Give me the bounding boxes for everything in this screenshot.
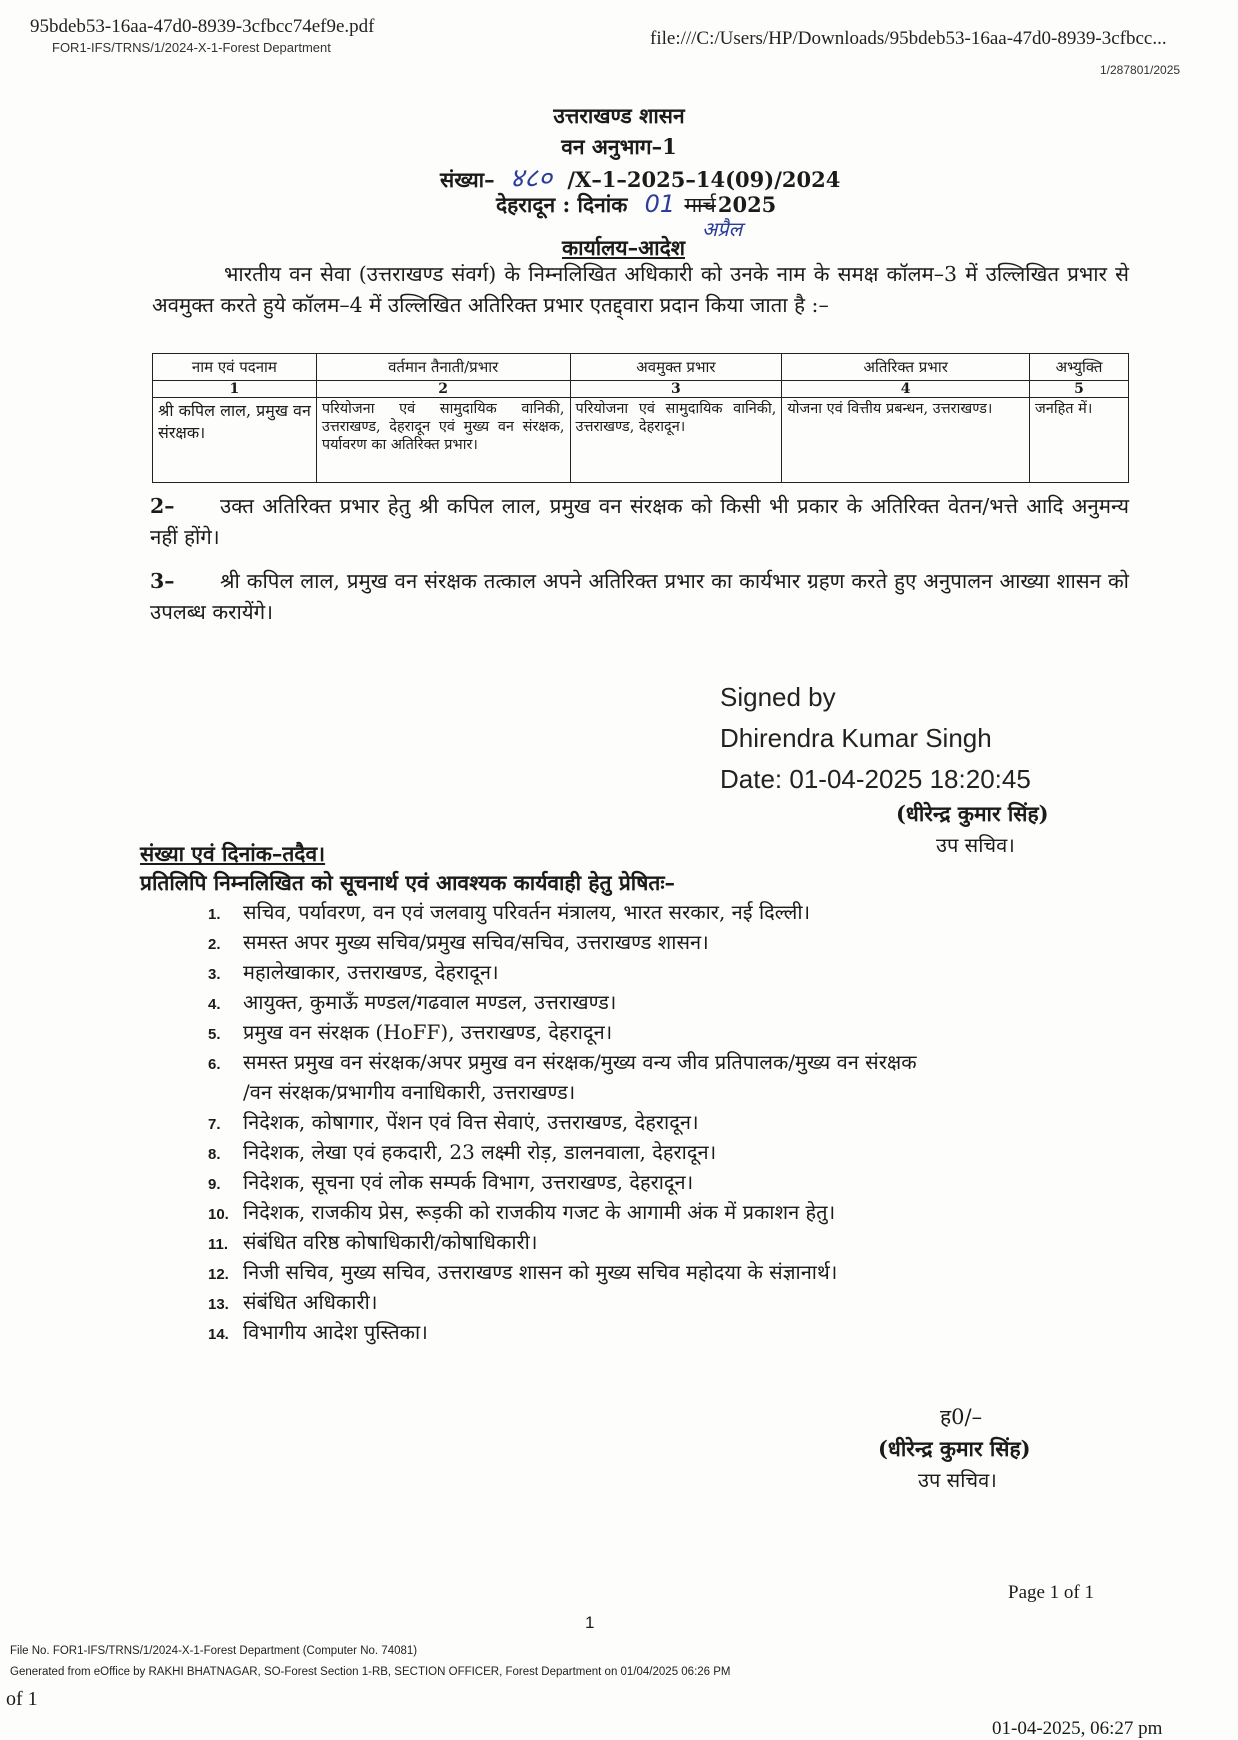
list-item: [208, 1227, 537, 1260]
number-suffix: /X–1–2025–14(09)/2024: [567, 167, 841, 192]
list-text: विभागीय आदेश पुस्तिका।: [243, 1320, 428, 1344]
column-number: 3: [570, 381, 782, 398]
list-item: [208, 1197, 835, 1230]
list-text: महालेखाकार, उत्तराखण्ड, देहरादून।: [243, 960, 499, 984]
list-number: 13.: [208, 1296, 229, 1313]
paragraph-2: [150, 491, 1129, 553]
page-number: 1: [585, 1613, 595, 1632]
list-text: सचिव, पर्यावरण, वन एवं जलवायु परिवर्तन मंत्रालय, भारत सरकार, नई दिल्ली।: [243, 900, 811, 924]
closing-signatory-name: (धीरेन्द्र कुमार सिंह): [878, 1436, 1031, 1461]
file-url: file:///C:/Users/HP/Downloads/95bdeb53-16aa-47d0-8939-3cfbcc...: [650, 28, 1167, 49]
header-current: वर्तमान तैनाती/प्रभार: [316, 354, 570, 381]
list-item-continuation: /वन संरक्षक/प्रभागीय वनाधिकारी, उत्तराखण्ड।: [243, 1080, 576, 1104]
paragraph-number: 2–: [150, 494, 175, 518]
list-number: 14.: [208, 1326, 229, 1343]
list-item: [208, 1107, 699, 1140]
cell-remarks: जनहित में।: [1030, 398, 1129, 483]
digital-signature: [720, 677, 1031, 800]
signed-mark: ह0/–: [940, 1405, 983, 1429]
list-item: [208, 1137, 716, 1170]
list-item: [208, 1047, 917, 1080]
cell-officer-name: श्री कपिल लाल, प्रमुख वन संरक्षक।: [153, 398, 317, 483]
list-text: निदेशक, लेखा एवं हकदारी, 23 लक्ष्मी रोड़, डालनवाला, देहरादून।: [243, 1140, 717, 1164]
list-number: 3.: [208, 966, 221, 983]
list-item: [208, 987, 616, 1020]
paragraph-text: श्री कपिल लाल, प्रमुख वन संरक्षक तत्काल अपने अतिरिक्त प्रभार का कार्यभार ग्रहण करते हुए अनुपालन आख्या शासन को उपलब्ध करायेंगे।: [150, 569, 1129, 624]
signatory-name: (धीरेन्द्र कुमार सिंह): [896, 801, 1049, 826]
cell-current-posting: परियोजना एवं सामुदायिक वानिकी, उत्तराखण्ड, देहरादून एवं मुख्य वन संरक्षक, पर्यावरण का अतिरिक्त प्रभार।: [316, 398, 570, 483]
list-item: [208, 1167, 693, 1200]
list-number: 12.: [208, 1266, 229, 1283]
list-number: 5.: [208, 1026, 221, 1043]
list-number: 11.: [208, 1236, 229, 1253]
struck-month: मार्च: [684, 193, 716, 217]
list-item: [208, 1317, 428, 1350]
list-number: 7.: [208, 1116, 221, 1133]
footer-of-pages: of 1: [6, 1688, 38, 1710]
list-text: आयुक्त, कुमाऊँ मण्डल/गढवाल मण्डल, उत्तराखण्ड।: [243, 990, 617, 1014]
list-text: संबंधित वरिष्ठ कोषाधिकारी/कोषाधिकारी।: [243, 1230, 538, 1254]
list-item: [208, 957, 499, 990]
paragraph-number: 3–: [150, 569, 175, 593]
list-number: 10.: [208, 1206, 229, 1223]
column-number: 4: [782, 381, 1030, 398]
footer-print-time: 01-04-2025, 06:27 pm: [992, 1718, 1163, 1739]
signatory-designation: उप सचिव।: [936, 833, 1015, 857]
paragraph-3: [150, 566, 1129, 628]
table-row: [153, 398, 1129, 483]
list-item: [208, 1257, 837, 1290]
list-number: 9.: [208, 1176, 221, 1193]
header-name: नाम एवं पदनाम: [153, 354, 317, 381]
paragraph-text: उक्त अतिरिक्त प्रभार हेतु श्री कपिल लाल, प्रमुख वन संरक्षक को किसी भी प्रकार के अतिरिक्त वेतन/भत्ते आदि अनुमन्य नहीं होंगे।: [150, 494, 1129, 549]
government-name: उत्तराखण्ड शासन: [553, 103, 685, 128]
copy-heading: प्रतिलिपि निम्नलिखित को सूचनार्थ एवं आवश्यक कार्यवाही हेतु प्रेषितः–: [140, 870, 676, 895]
number-label: संख्या–: [440, 167, 495, 192]
closing-designation: उप सचिव।: [918, 1468, 997, 1492]
list-text: निदेशक, सूचना एवं लोक सम्पर्क विभाग, उत्तराखण्ड, देहरादून।: [243, 1170, 694, 1194]
list-item: [208, 1287, 377, 1320]
list-text: निदेशक, राजकीय प्रेस, रूड़की को राजकीय गजट के आगामी अंक में प्रकाशन हेतु।: [243, 1200, 836, 1224]
column-number: 1: [153, 381, 317, 398]
handwritten-date: 01: [644, 190, 676, 218]
order-title: कार्यालय–आदेश: [562, 235, 685, 260]
list-item: [208, 1017, 612, 1050]
column-number: 5: [1030, 381, 1129, 398]
copy-reference: संख्या एवं दिनांक–तदैव।: [140, 841, 326, 866]
footer-file-number: File No. FOR1-IFS/TRNS/1/2024-X-1-Forest Department (Computer No. 74081): [10, 1645, 418, 1657]
intro-paragraph: भारतीय वन सेवा (उत्तराखण्ड संवर्ग) के निम्नलिखित अधिकारी को उनके नाम के समक्ष कॉलम–3 में उल्लिखित प्रभार से अवमुक्त करते हुये कॉलम–4 में उल्लिखित अतिरिक्त प्रभार एतद्द्वारा प्रदान किया जाता है :–: [152, 262, 1129, 317]
list-number: 4.: [208, 996, 221, 1013]
signed-by-label: Signed by: [720, 682, 836, 712]
header-remarks: अभ्युक्ति: [1030, 354, 1129, 381]
list-number: 8.: [208, 1146, 221, 1163]
list-text: संबंधित अधिकारी।: [243, 1290, 378, 1314]
handwritten-number: ४८०: [509, 163, 553, 194]
list-text: समस्त अपर मुख्य सचिव/प्रमुख सचिव/सचिव, उत्तराखण्ड शासन।: [243, 930, 709, 954]
column-number: 2: [316, 381, 570, 398]
section-name: वन अनुभाग–1: [561, 134, 677, 159]
page-box: Page 1 of 1: [1008, 1582, 1095, 1603]
footer-generated: Generated from eOffice by RAKHI BHATNAGAR, SO-Forest Section 1-RB, SECTION OFFICER, Forest Department on 01/04/2025 06:26 PM: [10, 1666, 731, 1678]
header-relieved: अवमुक्त प्रभार: [570, 354, 782, 381]
signature-date: Date: 01-04-2025 18:20:45: [720, 764, 1031, 794]
list-text: निदेशक, कोषागार, पेंशन एवं वित्त सेवाएं, उत्तराखण्ड, देहरादून।: [243, 1110, 699, 1134]
officer-charge-table: [152, 353, 1129, 483]
list-number: 1.: [208, 906, 221, 923]
header-additional: अतिरिक्त प्रभार: [782, 354, 1030, 381]
file-number-header: FOR1-IFS/TRNS/1/2024-X-1-Forest Department: [52, 40, 331, 55]
list-number: 2.: [208, 936, 221, 953]
handwritten-month: अप्रैल: [702, 217, 743, 241]
list-item: [208, 897, 810, 930]
cell-relieved-charge: परियोजना एवं सामुदायिक वानिकी, उत्तराखण्ड, देहरादून।: [570, 398, 782, 483]
date-year: 2025: [717, 192, 777, 217]
list-text: समस्त प्रमुख वन संरक्षक/अपर प्रमुख वन संरक्षक/मुख्य वन्य जीव प्रतिपालक/मुख्य वन संरक्षक: [243, 1050, 917, 1074]
reference-number: 1/287801/2025: [1100, 63, 1181, 77]
date-label: देहरादून : दिनांक: [496, 192, 628, 217]
cell-additional-charge: योजना एवं वित्तीय प्रबन्धन, उत्तराखण्ड।: [782, 398, 1030, 483]
table-header-row: [153, 354, 1129, 381]
column-number-row: [153, 381, 1129, 398]
pdf-filename: 95bdeb53-16aa-47d0-8939-3cfbcc74ef9e.pdf: [30, 16, 375, 37]
list-text: निजी सचिव, मुख्य सचिव, उत्तराखण्ड शासन को मुख्य सचिव महोदया के संज्ञानार्थ।: [243, 1260, 838, 1284]
list-number: 6.: [208, 1056, 221, 1073]
list-item: [208, 927, 709, 960]
signer-name: Dhirendra Kumar Singh: [720, 723, 992, 753]
list-text: प्रमुख वन संरक्षक (HoFF), उत्तराखण्ड, देहरादून।: [243, 1020, 613, 1044]
